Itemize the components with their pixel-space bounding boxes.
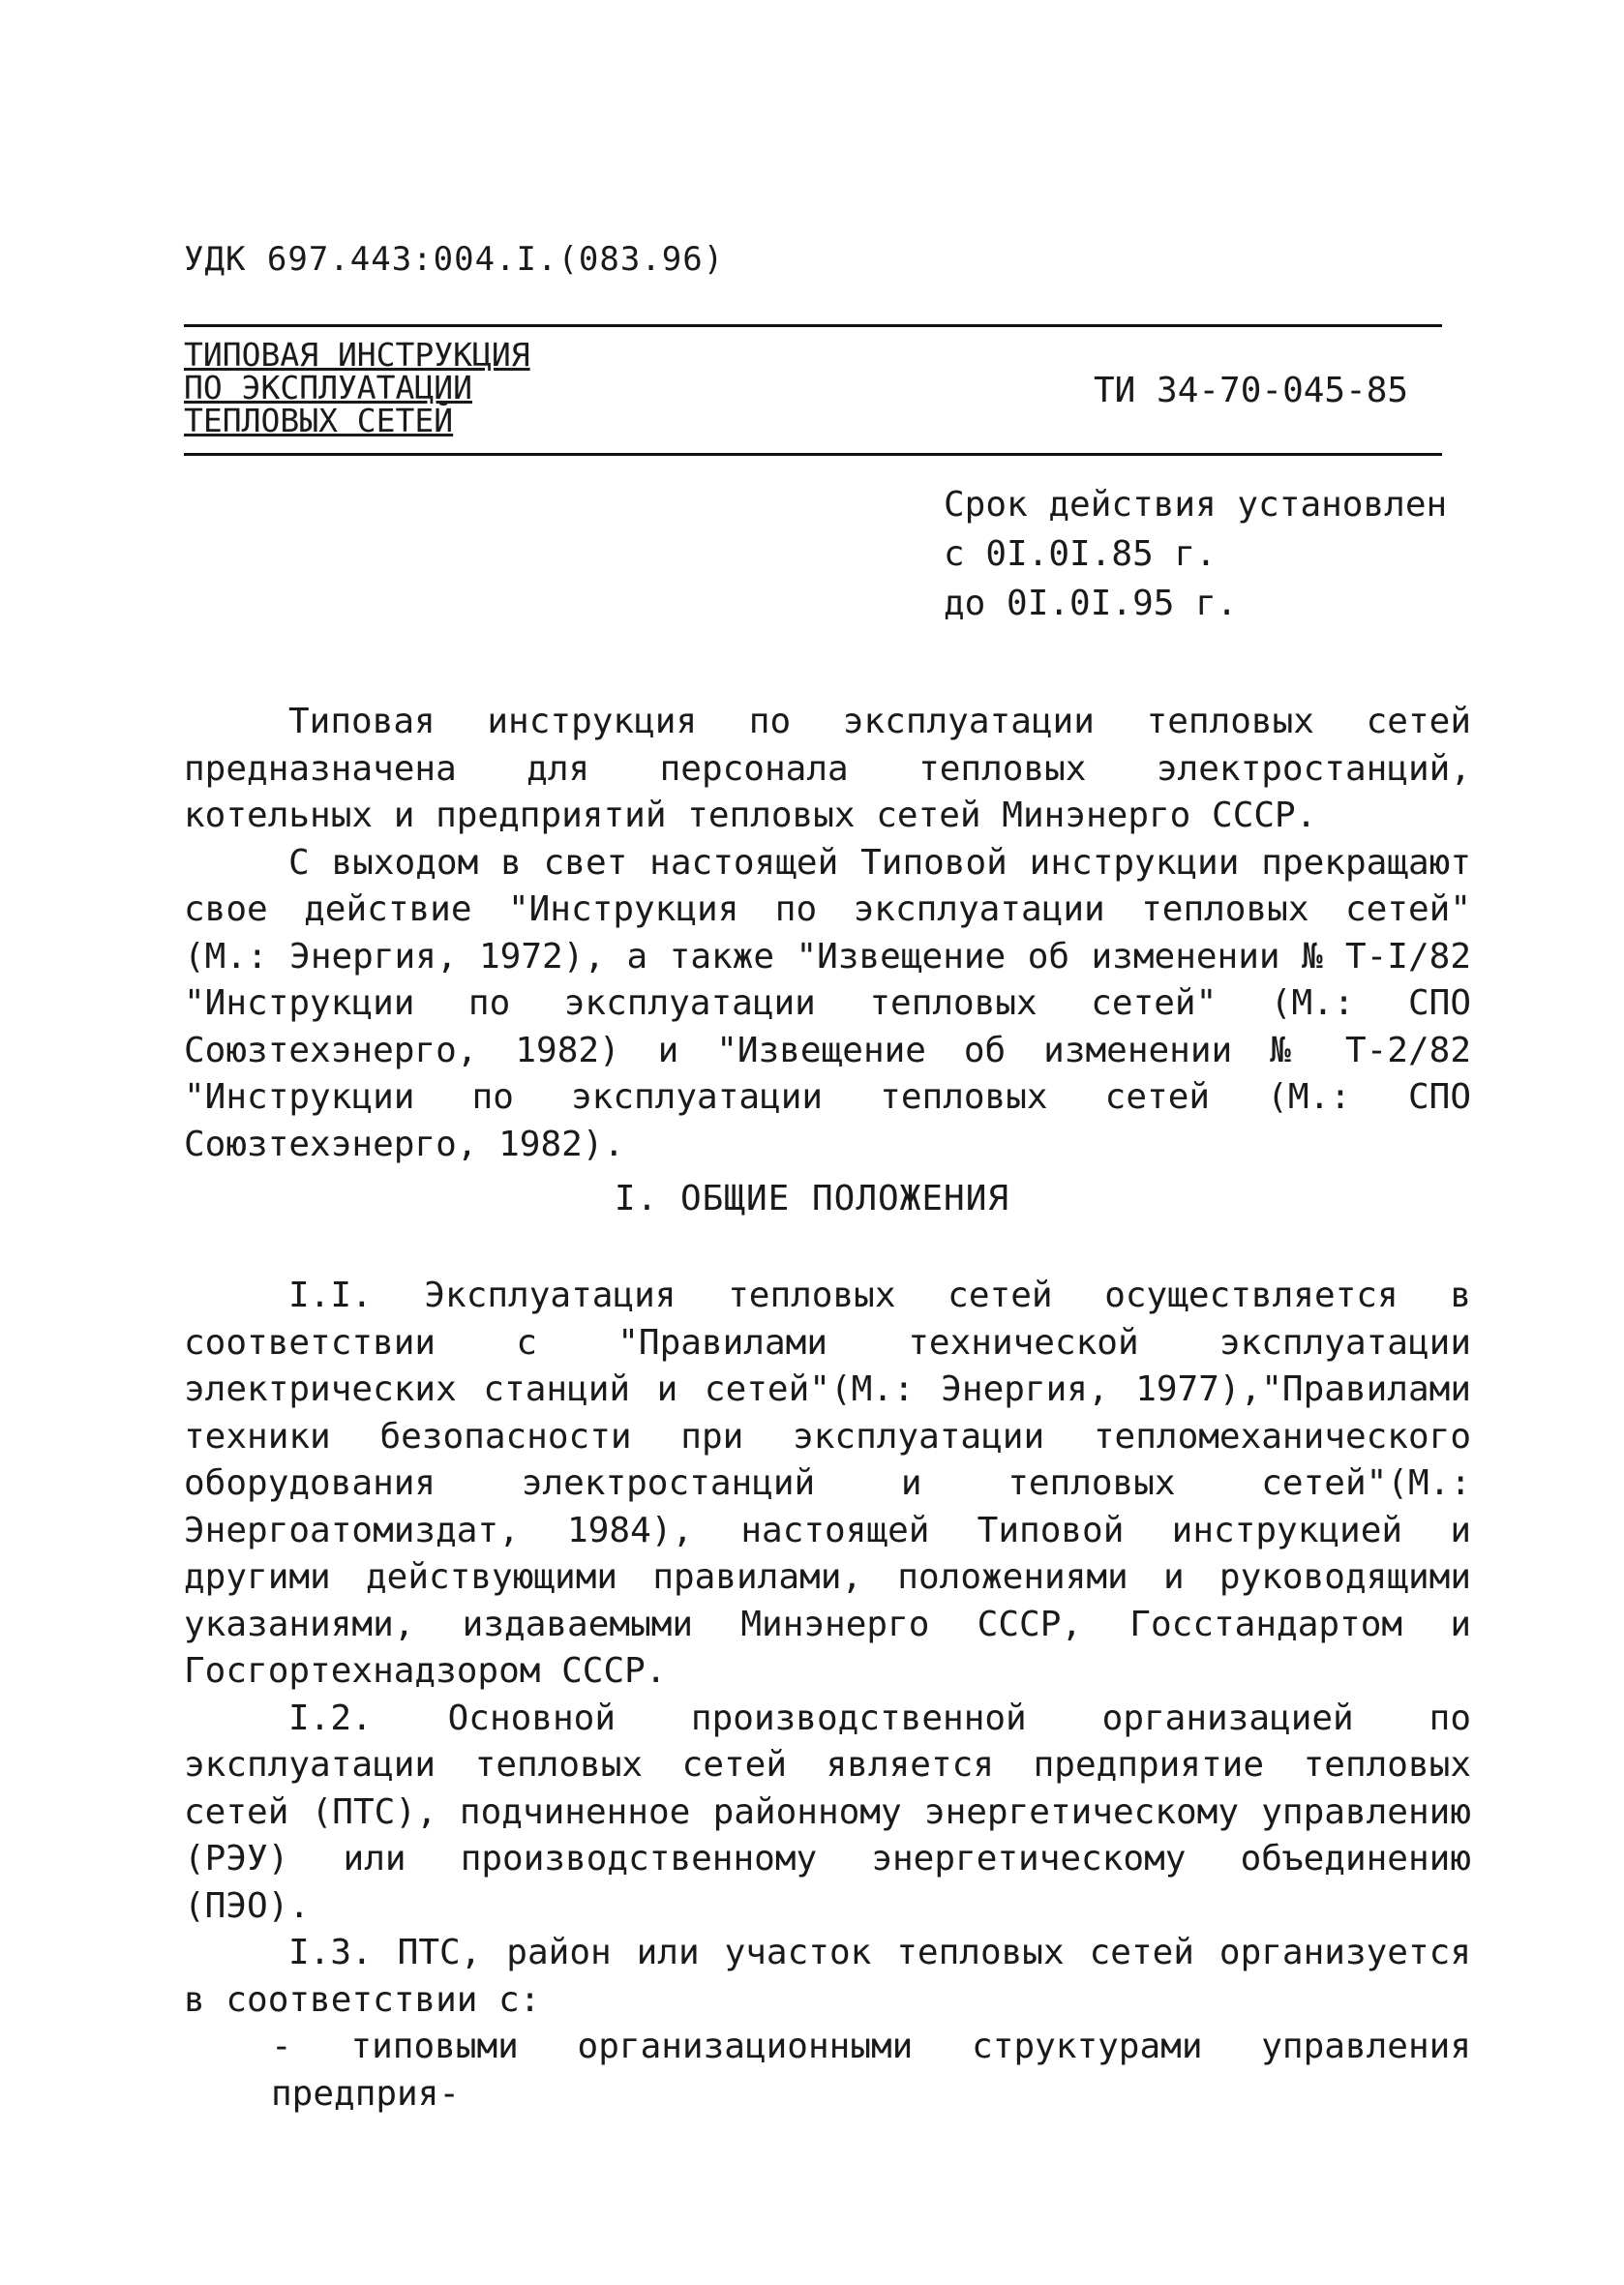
header-rule-top	[184, 324, 1442, 327]
validity-line-3: до 0I.0I.95 г.	[944, 584, 1238, 623]
title-line-2: ПО ЭКСПЛУАТАЦИИ	[184, 369, 473, 406]
title-line-3: ТЕПЛОВЫХ СЕТЕЙ	[184, 402, 454, 439]
intro-paragraph-2: С выходом в свет настоящей Типовой инструкции прекращают свое действие "Инструкция по эксплуатации тепловых сетей" (М.: Энергия, 1972), а также "Извещение об изменении № Т-I/82 "Инструкции по эксплуатации тепловых сетей" (М.: СПО Союзтехэнерго, 1982) и "Извещение об изменении № Т-2/82 "Инструкции по эксплуатации тепловых сетей (М.: СПО Союзтехэнерго, 1982).	[184, 842, 1471, 1164]
clause-1-1: I.I. Эксплуатация тепловых сетей осуществляется в соответствии с "Правилами технической эксплуатации электрических станций и сетей"(М.: Энергия, 1977),"Правилами техники безопасности при эксплуатации тепломеханического оборудования электростанций и тепловых сетей"(М.: Энергоатомиздат, 1984), настоящей Типовой инструкцией и другими действующими правилами, положениями и руководящими указаниями, издаваемыми Минэнерго СССР, Госстандартом и Госгортехнадзором СССР.	[184, 1276, 1471, 1691]
section-heading: I. ОБЩИЕ ПОЛОЖЕНИЯ	[614, 1179, 1010, 1218]
section-1-body	[184, 1273, 1471, 2118]
validity-line-2: с 0I.0I.85 г.	[944, 534, 1217, 574]
header-rule-bottom	[184, 453, 1442, 456]
udk-code: УДК 697.443:004.I.(083.96)	[184, 240, 725, 279]
list-item-dash-1: - типовыми организационными структурами управления предприя-	[271, 2027, 1471, 2114]
clause-1-3: I.3. ПТС, район или участок тепловых сетей организуется в соответствии с:	[184, 1933, 1471, 2020]
document-code: ТИ 34-70-045-85	[1094, 371, 1409, 410]
title-line-1: ТИПОВАЯ ИНСТРУКЦИЯ	[184, 336, 530, 374]
validity-period	[944, 480, 1447, 628]
validity-line-1: Срок действия установлен	[944, 485, 1448, 525]
intro-paragraph-1: Типовая инструкция по эксплуатации тепловых сетей предназначена для персонала тепловых электростанций, котельных и предприятий тепловых сетей Минэнерго СССР.	[184, 702, 1471, 835]
intro-section	[184, 699, 1471, 1168]
document-title	[184, 336, 530, 439]
clause-1-2: I.2. Основной производственной организацией по эксплуатации тепловых сетей является предприятие тепловых сетей (ПТС), подчиненное районному энергетическому управлению (РЭУ) или производственному энергетическому объединению (ПЭО).	[184, 1698, 1471, 1926]
